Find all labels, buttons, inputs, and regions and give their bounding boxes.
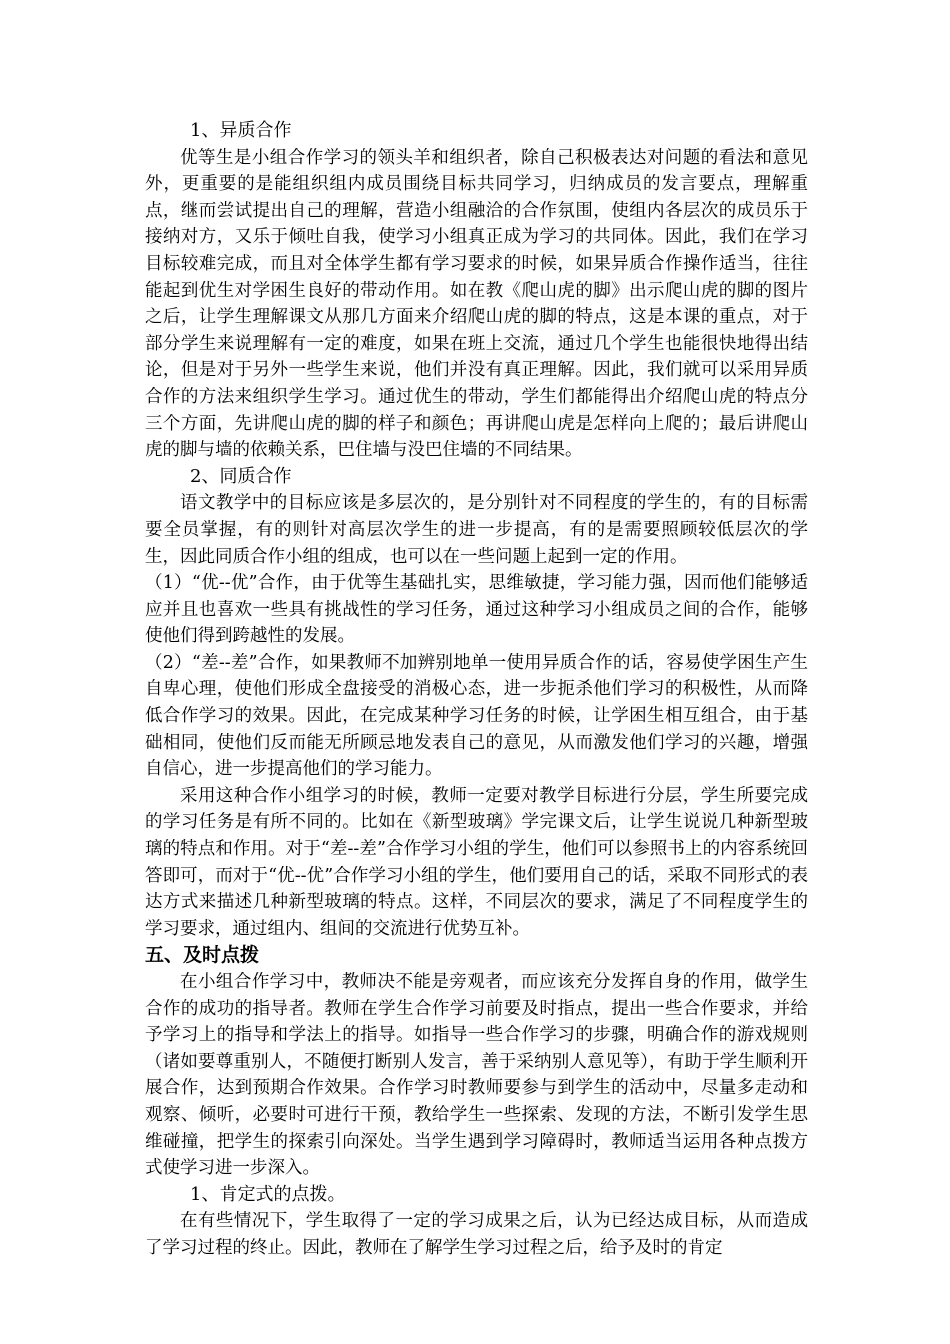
paragraph-affirmative-guidance: 在有些情况下，学生取得了一定的学习成果之后，认为已经达成目标，从而造成了学习过程的终止。因此，教师在了解学生学习过程之后，给予及时的肯定	[145, 1211, 808, 1258]
document-page	[145, 118, 808, 1262]
heading-section-five: 五、及时点拨	[145, 944, 260, 967]
heading-heterogeneous-cooperation: 1、异质合作	[190, 120, 292, 141]
paragraph-section-five: 在小组合作学习中，教师决不能是旁观者，而应该充分发挥自身的作用，做学生合作的成功的指导者。教师在学生合作学习前要及时指点，提出一些合作要求，并给予学习上的指导和学法上的指导。如指导一些合作学习的步骤，明确合作的游戏规则（诸如要尊重别人，不随便打断别人发言，善于采纳别人意见等），有助于学生顺利开展合作，达到预期合作效果。合作学习时教师要参与到学生的活动中，尽量多走动和观察、倾听，必要时可进行干预，教给学生一些探索、发现的方法，不断引发学生思维碰撞，把学生的探索引向深处。当学生遇到学习障碍时，教师适当运用各种点拨方式使学习进一步深入。	[145, 972, 808, 1179]
paragraph-layered-goals: 采用这种合作小组学习的时候，教师一定要对教学目标进行分层，学生所要完成的学习任务是有所不同的。比如在《新型玻璃》学完课文后，让学生说说几种新型玻璃的特点和作用。对于“差--差”合作学习小组的学生，他们可以参照书上的内容系统回答即可，而对于“优--优”合作学习小组的学生，他们要用自己的话，采取不同形式的表达方式来描述几种新型玻璃的特点。这样，不同层次的要求，满足了不同程度学生的学习要求，通过组内、组间的交流进行优势互补。	[145, 785, 808, 939]
paragraph-poor-poor-cooperation: （2）“差--差”合作，如果教师不加辨别地单一使用异质合作的话，容易使学困生产生自卑心理，使他们形成全盘接受的消极心态，进一步扼杀他们学习的积极性，从而降低合作学习的效果。因此，在完成某种学习任务的时候，让学困生相互组合，由于基础相同，使他们反而能无所顾忌地发表自己的意见，从而激发他们学习的兴趣，增强自信心，进一步提高他们的学习能力。	[145, 652, 808, 780]
paragraph-heterogeneous-cooperation: 优等生是小组合作学习的领头羊和组织者，除自己积极表达对问题的看法和意见外，更重要的是能组织组内成员围绕目标共同学习，归纳成员的发言要点，理解重点，继而尝试提出自己的理解，营造小组融洽的合作氛围，使组内各层次的成员乐于接纳对方，又乐于倾吐自我，使学习小组真正成为学习的共同体。因此，我们在学习目标较难完成，而且对全体学生都有学习要求的时候，如果异质合作操作适当，往往能起到优生对学困生良好的带动作用。如在教《爬山虎的脚》出示爬山虎的脚的图片之后，让学生理解课文从那几方面来介绍爬山虎的脚的特点，这是本课的重点，对于部分学生来说理解有一定的难度，如果在班上交流，通过几个学生也能很快地得出结论，但是对于另外一些学生来说，他们并没有真正理解。因此，我们就可以采用异质合作的方法来组织学生学习。通过优生的带动，学生们都能得出介绍爬山虎的特点分三个方面，先讲爬山虎的脚的样子和颜色；再讲爬山虎是怎样向上爬的；最后讲爬山虎的脚与墙的依赖关系，巴住墙与没巴住墙的不同结果。	[145, 147, 808, 461]
heading-homogeneous-cooperation: 2、同质合作	[190, 465, 292, 487]
paragraph-good-good-cooperation: （1）“优--优”合作，由于优等生基础扎实，思维敏捷，学习能力强，因而他们能够适应并且也喜欢一些具有挑战性的学习任务，通过这种学习小组成员之间的合作，能够使他们得到跨越性的发展。	[145, 573, 808, 647]
paragraph-homogeneous-cooperation: 语文教学中的目标应该是多层次的，是分别针对不同程度的学生的，有的目标需要全员掌握，有的则针对高层次学生的进一步提高，有的是需要照顾较低层次的学生，因此同质合作小组的组成，也可以在一些问题上起到一定的作用。	[145, 493, 808, 567]
heading-affirmative-guidance: 1、肯定式的点拨。	[190, 1183, 346, 1205]
